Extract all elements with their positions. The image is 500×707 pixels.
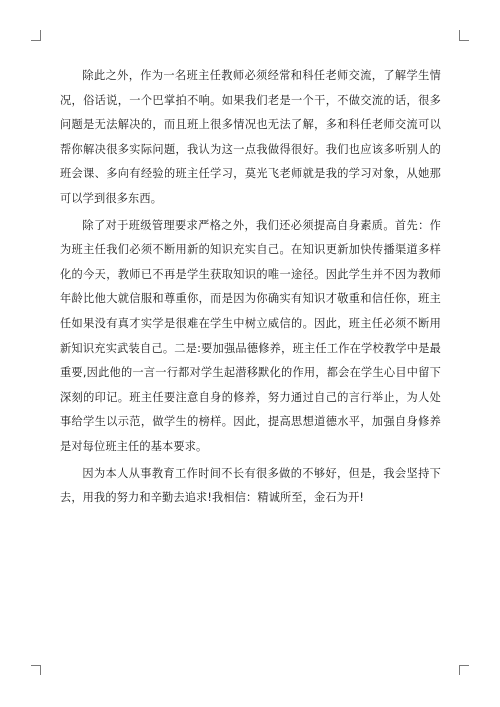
document-body [60,64,441,513]
crop-mark-top-right-v [459,30,460,40]
crop-mark-top-right-h [459,40,469,41]
paragraph-1: 除此之外，作为一名班主任教师必须经常和科任老师交流，了解学生情况，俗话说，一个巴掌拍不响。如果我们老是一个干，不做交流的话，很多问题是无法解决的，而且班上很多情况也无法了解，多和科任老师交流可以帮你解决很多实际问题，我认为这一点我做得很好。我们也应该多听别人的班会课、多向有经验的班主任学习，莫光飞老师就是我的学习对象，从她那可以学到很多东西。 [60,69,441,205]
crop-mark-bottom-left-v [40,665,41,675]
crop-mark-bottom-right-h [459,665,469,666]
paragraph-3: 因为本人从事教育工作时间不长有很多做的不够好，但是，我会坚持下去，用我的努力和辛勤去追求!我相信：精诚所至，金石为开! [60,466,441,505]
crop-mark-bottom-right-v [459,665,460,675]
paragraph-2: 除了对于班级管理要求严格之外，我们还必须提高自身素质。首先：作为班主任我们必须不断用新的知识充实自己。在知识更新加快传播渠道多样化的今天，教师已不再是学生获取知识的唯一途径。因此学生并不因为教师年龄比他大就信服和尊重你，而是因为你确实有知识才敬重和信任你，班主任如果没有真才实学是很难在学生中树立威信的。因此，班主任必须不断用新知识充实武装自己。二是:要加强品德修养，班主任工作在学校教学中是最重要,因此他的一言一行都对学生起潜移默化的作用，都会在学生心目中留下深刻的印记。班主任要注意自身的修养，努力通过自己的言行举止，为人处事给学生以示范，做学生的榜样。因此，提高思想道德水平，加强自身修养是对每位班主任的基本要求。 [60,218,441,453]
crop-mark-top-left-v [40,30,41,40]
crop-mark-top-left-h [31,40,41,41]
